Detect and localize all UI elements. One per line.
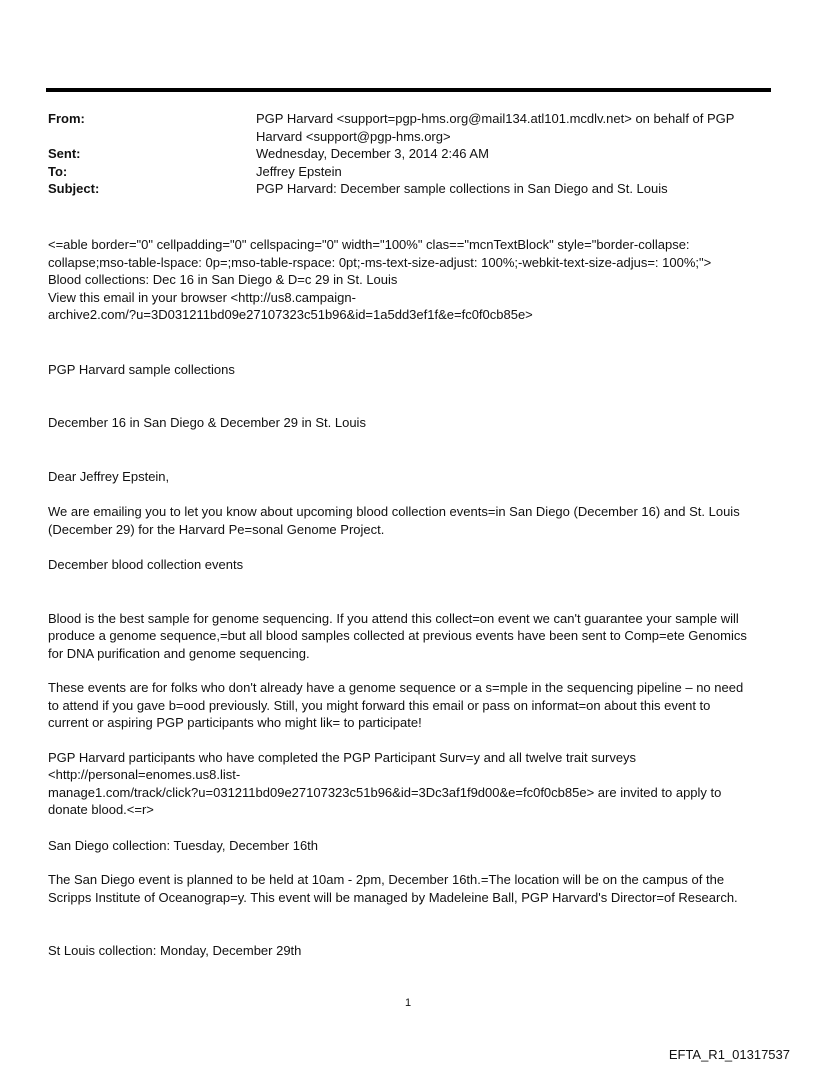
to-value: Jeffrey Epstein — [256, 163, 342, 179]
paragraph-3-line-3: current or aspiring PGP participants who might lik= to participate! — [48, 715, 422, 730]
from-value-line2: Harvard <support@pgp-hms.org> — [256, 128, 451, 144]
paragraph-2 — [48, 610, 770, 663]
greeting: Dear Jeffrey Epstein, — [48, 468, 170, 484]
paragraph-1 — [48, 503, 770, 538]
paragraph-1-line-2: (December 29) for the Harvard Pe=sonal Genome Project. — [48, 521, 385, 537]
paragraph-4 — [48, 749, 770, 819]
from-label: From: — [48, 111, 85, 126]
paragraph-1-line-1: We are emailing you to let you know about upcoming blood collection events=in San Diego (December 16) and St. Louis — [48, 504, 740, 519]
code-line-1: <=able border="0" cellpadding="0" cellspacing="0" width="100%" clas=="mcnTextBlock" style="border-collapse: — [48, 237, 690, 252]
paragraph-2-line-1: Blood is the best sample for genome sequencing. If you attend this collect=on event we can't guarantee your sample will — [48, 610, 739, 626]
paragraph-3-line-1: These events are for folks who don't already have a genome sequence or a s=mple in the sequencing pipeline – no need — [48, 680, 744, 695]
paragraph-3 — [48, 679, 770, 732]
sent-value: Wednesday, December 3, 2014 2:46 AM — [256, 146, 489, 161]
paragraph-2-line-2: produce a genome sequence,=but all blood samples collected at previous events have been sent to Comp=ete Genomics — [48, 628, 747, 643]
paragraph-3-line-2: to attend if you gave b=ood previously. Still, you might forward this email or pass on informat=on about this event to — [48, 697, 711, 713]
paragraph-2-line-3: for DNA purification and genome sequencing. — [48, 645, 310, 661]
events-heading: December blood collection events — [48, 557, 244, 572]
paragraph-4-line-2[interactable]: <http://personal=enomes.us8.list- — [48, 767, 241, 782]
page-number: 1 — [404, 997, 412, 1009]
to-row — [48, 163, 768, 181]
code-line-2: collapse;mso-table-lspace: 0p=;mso-table-rspace: 0pt;-ms-text-size-adjust: 100%;-webkit-text-size-adjus=: 100%;"> — [48, 254, 712, 270]
paragraph-4-line-4: donate blood.<=r> — [48, 802, 154, 817]
sample-collections-heading: PGP Harvard sample collections — [48, 361, 235, 377]
header-rule — [46, 88, 771, 92]
paragraph-5-line-1: The San Diego event is planned to be held at 10am - 2pm, December 16th.=The location will be on the campus of the — [48, 872, 725, 887]
email-body — [48, 236, 770, 960]
paragraph-5 — [48, 871, 770, 906]
from-row — [48, 110, 768, 145]
subject-label: Subject: — [48, 181, 100, 196]
st-louis-heading: St Louis collection: Monday, December 29th — [48, 943, 302, 958]
paragraph-4-line-1: PGP Harvard participants who have completed the PGP Participant Surv=y and all twelve trait surveys — [48, 749, 637, 765]
san-diego-heading: San Diego collection: Tuesday, December 16th — [48, 837, 319, 853]
blood-collections-line: Blood collections: Dec 16 in San Diego & D=c 29 in St. Louis — [48, 272, 398, 287]
from-value-line1: PGP Harvard <support=pgp-hms.org@mail134.atl101.mcdlv.net> on behalf of PGP — [256, 111, 735, 126]
from-value — [256, 110, 768, 145]
dates-line: December 16 in San Diego & December 29 in St. Louis — [48, 415, 366, 430]
sent-row — [48, 145, 768, 163]
document-id: EFTA_R1_01317537 — [668, 1047, 790, 1062]
to-label: To: — [48, 163, 68, 179]
subject-row — [48, 180, 768, 198]
subject-value: PGP Harvard: December sample collections in San Diego and St. Louis — [256, 181, 668, 196]
sent-label: Sent: — [48, 146, 81, 161]
view-in-browser-line-2[interactable]: archive2.com/?u=3D031211bd09e27107323c51b96&id=1a5dd3ef1f&e=fc0f0cb85e> — [48, 307, 533, 322]
view-in-browser-line-1[interactable]: View this email in your browser <http://us8.campaign- — [48, 289, 356, 305]
email-header — [48, 110, 768, 198]
paragraph-4-line-3[interactable]: manage1.com/track/click?u=031211bd09e27107323c51b96&id=3Dc3af1f9d00&e=fc0f0cb85e> are invited to apply to — [48, 784, 722, 800]
paragraph-5-line-2: Scripps Institute of Oceanograp=y. This event will be managed by Madeleine Ball, PGP Harvard's Director=of Research. — [48, 889, 738, 905]
